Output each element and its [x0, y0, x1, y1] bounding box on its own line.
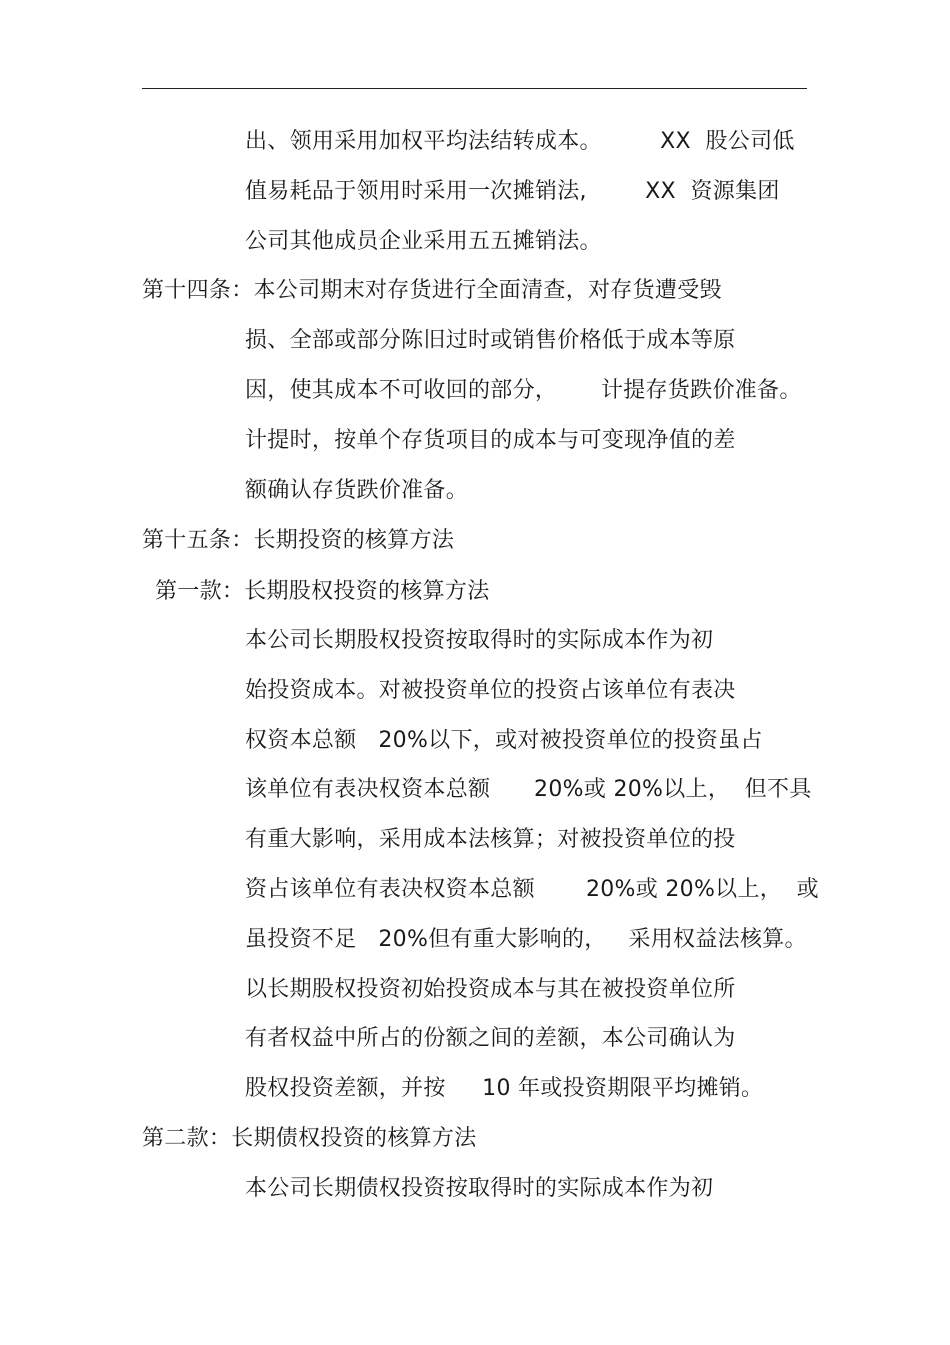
paragraph-line: 以长期股权投资初始投资成本与其在被投资单位所 [245, 977, 736, 1002]
paragraph-line: 有者权益中所占的份额之间的差额，本公司确认为 [245, 1026, 736, 1051]
paragraph-line: 权资本总额 20%以下，或对被投资单位的投资虽占 [245, 728, 763, 753]
paragraph-line: 因，使其成本不可收回的部分， 计提存货跌价准备。 [245, 378, 802, 403]
header-rule [142, 88, 807, 89]
section-heading-1: 第一款：长期股权投资的核算方法 [155, 579, 490, 604]
paragraph-line: 股权投资差额，并按 10 年或投资期限平均摊销。 [245, 1076, 764, 1101]
paragraph-line: 资占该单位有表决权资本总额 20%或 20%以上， 或 [245, 877, 819, 902]
paragraph-line: 公司其他成员企业采用五五摊销法。 [245, 229, 602, 254]
paragraph-line: 本公司长期债权投资按取得时的实际成本作为初 [245, 1176, 714, 1201]
paragraph-line: 本公司长期股权投资按取得时的实际成本作为初 [245, 628, 714, 653]
paragraph-line: 计提时，按单个存货项目的成本与可变现净值的差 [245, 428, 736, 453]
paragraph-line: 虽投资不足 20%但有重大影响的， 采用权益法核算。 [245, 927, 807, 952]
article-heading-15: 第十五条：长期投资的核算方法 [142, 528, 455, 553]
paragraph-line: 有重大影响，采用成本法核算；对被投资单位的投 [245, 827, 736, 852]
paragraph-line: 值易耗品于领用时采用一次摊销法, XX 资源集团 [245, 179, 780, 204]
paragraph-line: 始投资成本。对被投资单位的投资占该单位有表决 [245, 678, 736, 703]
paragraph-line: 损、全部或部分陈旧过时或销售价格低于成本等原 [245, 328, 736, 353]
article-heading-14: 第十四条：本公司期末对存货进行全面清查，对存货遭受毁 [142, 278, 722, 303]
paragraph-line: 该单位有表决权资本总额 20%或 20%以上， 但不具 [245, 777, 812, 802]
section-heading-2: 第二款：长期债权投资的核算方法 [142, 1126, 477, 1151]
paragraph-line: 出、领用采用加权平均法结转成本。 XX 股公司低 [245, 129, 795, 154]
paragraph-line: 额确认存货跌价准备。 [245, 478, 469, 503]
